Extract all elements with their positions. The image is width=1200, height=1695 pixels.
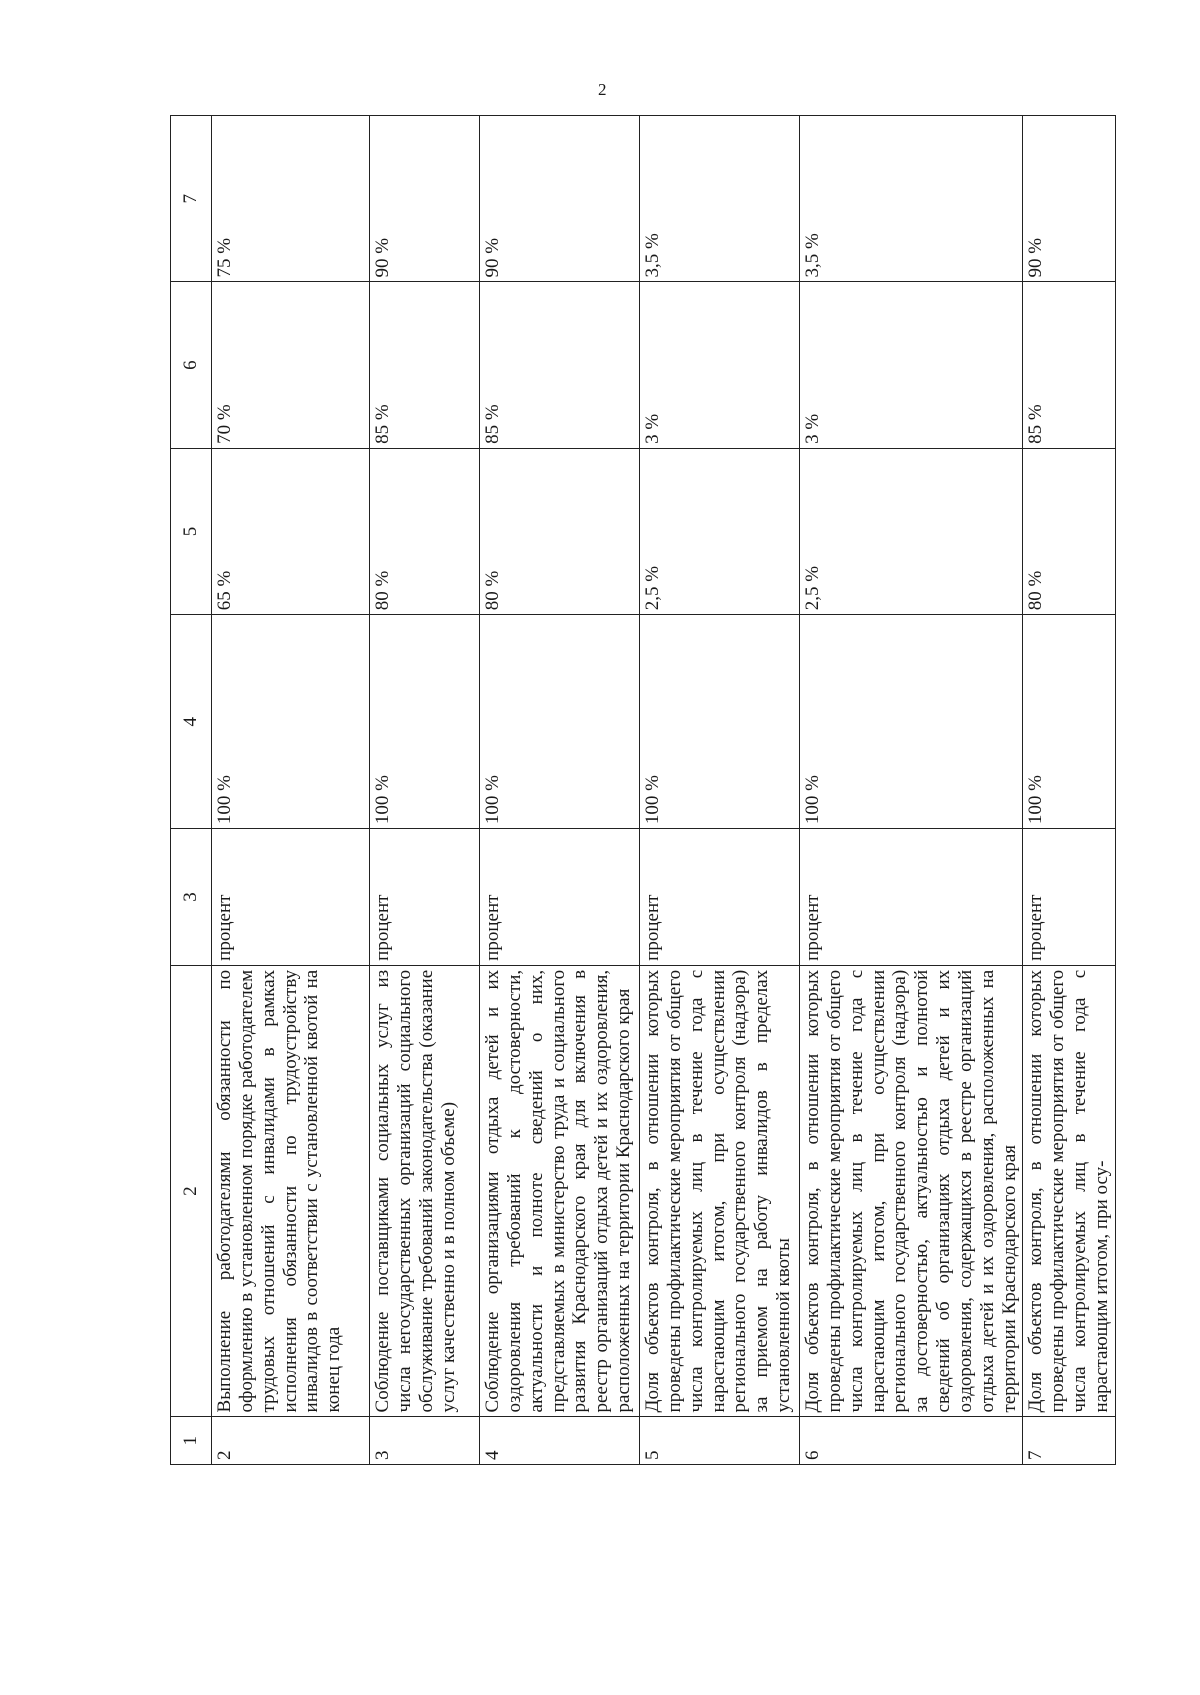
value-cell: 3,5 %	[800, 116, 1023, 282]
indicator-description: Соблюдение организациями отдыха детей и их оздоровления требований к достоверности, актуальности и полноте сведений о них, представляемых в министерство труда и социального развития Краснодарского края для включения в реестр организаций отдыха детей и их оздоровления, расположенных на территории Краснодарского края	[480, 965, 640, 1417]
unit-cell: процент	[212, 829, 370, 966]
unit-cell: процент	[480, 829, 640, 966]
value-cell: 100 %	[640, 615, 800, 829]
value-cell: 80 %	[370, 448, 480, 614]
value-cell: 70 %	[212, 282, 370, 448]
value-cell: 65 %	[212, 448, 370, 614]
value-cell: 100 %	[370, 615, 480, 829]
value-cell: 75 %	[212, 116, 370, 282]
indicators-table	[170, 115, 1116, 1465]
unit-cell: процент	[640, 829, 800, 966]
indicator-description: Доля объектов контроля, в отношении которых проведены профилактические мероприятия от общего числа контролируемых лиц в течение года с нарастающим итогом, при осуществлении регионального государственного контроля (надзора) за приемом на работу инвалидов в пределах установленной квоты	[640, 965, 800, 1417]
value-cell: 3 %	[800, 282, 1023, 448]
unit-cell: процент	[370, 829, 480, 966]
value-cell: 85 %	[1023, 282, 1115, 448]
rotated-table-container	[170, 115, 1112, 1465]
indicator-description: Доля объектов контроля, в отношении которых проведены профилактические мероприятия от общего числа контролируемых лиц в течение года с нарастающим итогом, при осу-	[1023, 965, 1115, 1417]
unit-cell: процент	[800, 829, 1023, 966]
row-number: 5	[640, 1417, 800, 1465]
value-cell: 80 %	[480, 448, 640, 614]
value-cell: 2,5 %	[640, 448, 800, 614]
value-cell: 90 %	[1023, 116, 1115, 282]
page-number: 2	[598, 80, 607, 99]
row-number: 7	[1023, 1417, 1115, 1465]
value-cell: 100 %	[480, 615, 640, 829]
table-row	[212, 116, 370, 1465]
table-row	[370, 116, 480, 1465]
value-cell: 85 %	[370, 282, 480, 448]
indicator-description: Доля объектов контроля, в отношении которых проведены профилактические мероприятия от общего числа контролируемых лиц в течение года с нарастающим итогом, при осуществлении регионального государственного контроля (надзора) за достоверностью, актуальностью и полнотой сведений об организациях отдыха детей и их оздоровления, содержащихся в реестре организаций отдыха детей и их оздоровления, расположенных на территории Краснодарского края	[800, 965, 1023, 1417]
row-number: 3	[370, 1417, 480, 1465]
value-cell: 80 %	[1023, 448, 1115, 614]
indicator-description: Соблюдение поставщиками социальных услуг из числа негосударственных организаций социального обслуживание требований законодательства (оказание услуг качественно и в полном объеме)	[370, 965, 480, 1417]
row-number: 2	[212, 1417, 370, 1465]
value-cell: 90 %	[480, 116, 640, 282]
value-cell: 90 %	[370, 116, 480, 282]
row-number: 6	[800, 1417, 1023, 1465]
header-cell: 3	[171, 829, 212, 966]
header-cell: 6	[171, 282, 212, 448]
table-row	[640, 116, 800, 1465]
value-cell: 100 %	[800, 615, 1023, 829]
indicator-description: Выполнение работодателями обязанности по оформлению в установленном порядке работодателем трудовых отношений с инвалидами в рамках исполнения обязанности по трудоустройству инвалидов в соответствии с установленной квотой на конец года	[212, 965, 370, 1417]
table-row	[800, 116, 1023, 1465]
row-number: 4	[480, 1417, 640, 1465]
value-cell: 3 %	[640, 282, 800, 448]
header-cell: 1	[171, 1417, 212, 1465]
header-cell: 4	[171, 615, 212, 829]
header-cell: 7	[171, 116, 212, 282]
table-row	[480, 116, 640, 1465]
unit-cell: процент	[1023, 829, 1115, 966]
value-cell: 3,5 %	[640, 116, 800, 282]
table-row	[1023, 116, 1115, 1465]
header-cell: 5	[171, 448, 212, 614]
value-cell: 100 %	[1023, 615, 1115, 829]
value-cell: 2,5 %	[800, 448, 1023, 614]
value-cell: 100 %	[212, 615, 370, 829]
header-row	[171, 116, 212, 1465]
value-cell: 85 %	[480, 282, 640, 448]
header-cell: 2	[171, 965, 212, 1417]
